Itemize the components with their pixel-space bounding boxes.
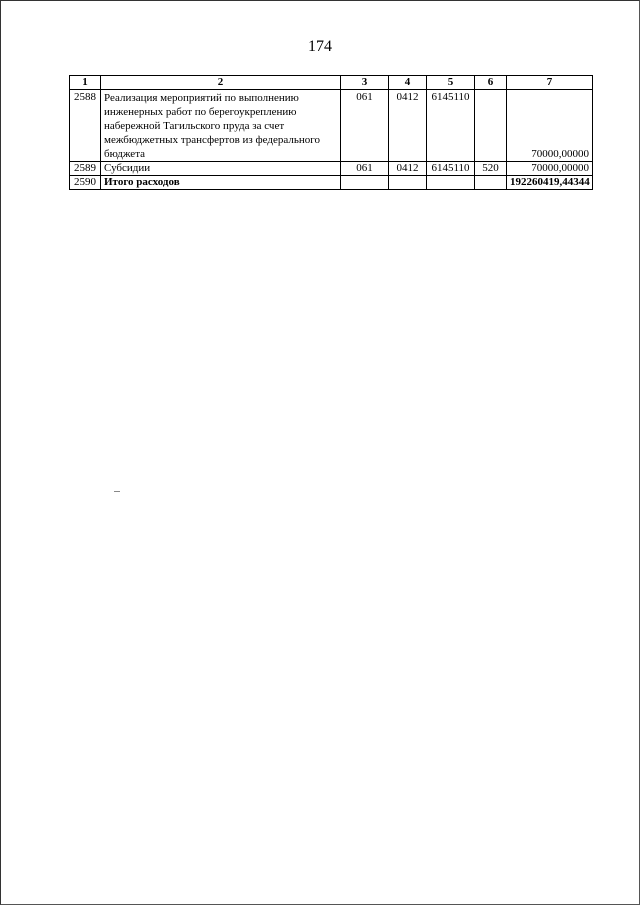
row-amount: 70000,00000 [507, 90, 593, 162]
row-code-3: 061 [341, 90, 389, 162]
row-code-4 [389, 176, 427, 190]
row-code-3 [341, 176, 389, 190]
row-description: Субсидии [101, 162, 341, 176]
row-number: 2588 [70, 90, 101, 162]
row-number: 2589 [70, 162, 101, 176]
column-header-1: 1 [70, 76, 101, 90]
row-description: Реализация мероприятий по выполнению инженерных работ по берегоукреплению набережной Тагильского пруда за счет межбюджетных трансфертов из федерального бюджета [101, 90, 341, 162]
row-code-6: 520 [475, 162, 507, 176]
row-description: Итого расходов [101, 176, 341, 190]
table-header-row [70, 76, 593, 90]
column-header-4: 4 [389, 76, 427, 90]
row-code-5: 6145110 [427, 162, 475, 176]
scan-artifact [114, 491, 120, 492]
row-code-4: 0412 [389, 162, 427, 176]
column-header-3: 3 [341, 76, 389, 90]
column-header-2: 2 [101, 76, 341, 90]
row-code-5 [427, 176, 475, 190]
row-code-3: 061 [341, 162, 389, 176]
table-row [70, 162, 593, 176]
row-code-4: 0412 [389, 90, 427, 162]
column-header-5: 5 [427, 76, 475, 90]
table-total-row [70, 176, 593, 190]
column-header-6: 6 [475, 76, 507, 90]
budget-table [69, 75, 593, 190]
page-number: 174 [308, 38, 332, 55]
row-amount: 192260419,44344 [507, 176, 593, 190]
row-code-6 [475, 176, 507, 190]
row-code-6 [475, 90, 507, 162]
row-amount: 70000,00000 [507, 162, 593, 176]
row-code-5: 6145110 [427, 90, 475, 162]
row-number: 2590 [70, 176, 101, 190]
column-header-7: 7 [507, 76, 593, 90]
table-row [70, 90, 593, 162]
